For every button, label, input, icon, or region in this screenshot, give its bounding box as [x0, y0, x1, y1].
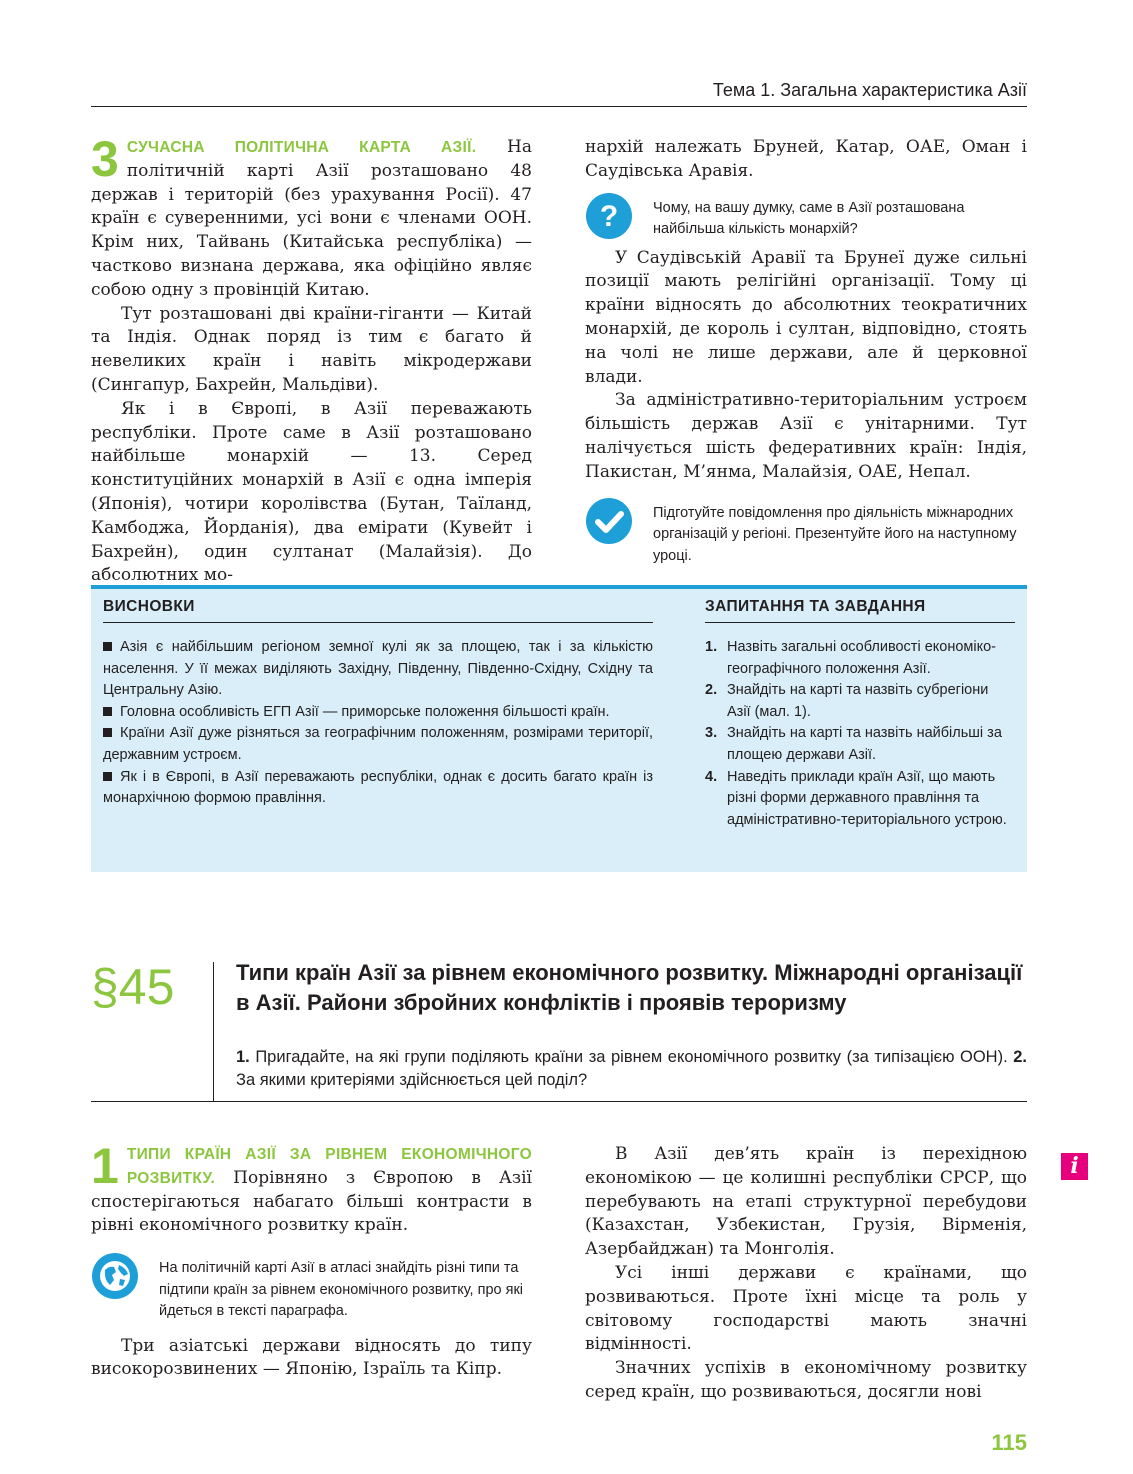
questions-panel — [705, 598, 1015, 831]
section-3-paragraph-4: нархій належать Бруней, Катар, ОАЕ, Оман і Саудівська Аравія. — [585, 137, 1027, 181]
subsection-1-paragraph-4: Усі інші держави є країнами, що розвиваються. Проте їхні місце та роль у світовому господарстві мають значні відмінності. — [585, 1262, 1027, 1355]
section-3-p1-text: На політичній карті Азії розташовано 48 держав і територій (без урахування Росії). 47 країн є суверенними, усі вони є членами ООН. Крім них, Тайвань (Китайська республіка) — частково визнана держава, яка офіційно являє собою одну з провінцій Китаю. — [91, 137, 532, 300]
section-number: §45 — [91, 959, 175, 1015]
atlas-note-text: На політичній карті Азії в атласі знайдіть різні типи та підтипи країн за рівнем економічного розвитку, про які йдеться в тексті параграфа. — [159, 1260, 524, 1320]
page-number: 115 — [991, 1430, 1027, 1455]
conclusions-panel — [103, 598, 653, 810]
section-3-number: 3 — [91, 131, 119, 187]
section-title: Типи країн Азії за рівнем економічного розвитку. Міжнародні організації в Азії. Райони збройних конфліктів і проявів тероризму — [236, 960, 1023, 1015]
section-3-right-column — [585, 136, 1027, 567]
questions-rule — [705, 622, 1015, 623]
section-3-paragraph-1 — [91, 131, 532, 303]
info-badge-icon: i — [1061, 1153, 1088, 1180]
question-note — [585, 198, 1027, 241]
bullet-square-icon — [103, 772, 112, 781]
summary-box-top-bar — [91, 585, 1027, 589]
question-item: 3. Знайдіть на карті та назвіть найбільші за площею держави Азії. — [705, 725, 1002, 763]
section-3-paragraph-2: Тут розташовані дві країни-гіганти — Китай та Індія. Однак поряд із тим є багато й невеликих країн і навіть мікродержави (Сингапур, Бахрейн, Мальдіви). — [91, 303, 532, 395]
questions-list — [705, 637, 1015, 831]
task-note-text: Підготуйте повідомлення про діяльність міжнародних організацій у регіоні. Презентуйте його на наступному уроці. — [653, 504, 1017, 564]
question-item: 2. Знайдіть на карті та назвіть субрегіони Азії (мал. 1). — [705, 682, 989, 720]
subsection-1-paragraph-3: В Азії дев’ять країн із перехідною економікою — це колишні республіки СРСР, що перебувають на етапі структурної перебудови (Казахстан, Узбекистан, Грузія, Вірменія, Азербайджан) та Монголія. — [585, 1144, 1027, 1260]
task-note — [585, 503, 1027, 568]
bullet-square-icon — [103, 728, 112, 737]
section-3-heading: СУЧАСНА ПОЛІТИЧНА КАРТА АЗІЇ. — [126, 139, 477, 156]
subsection-1-number: 1 — [91, 1138, 119, 1194]
section-3-left-column — [91, 131, 532, 588]
question-item: 1. Назвіть загальні особливості економіко-географічного положення Азії. — [705, 639, 996, 677]
atlas-note — [91, 1258, 532, 1323]
section-3-paragraph-5: У Саудівській Аравії та Брунеї дуже сильні позиції мають релігійні організації. Тому ці країни відносять до абсолютних теократичних монархій, де король і султан, відповідно, стоять на чолі не лише держави, але й церковної влади. — [585, 247, 1027, 387]
conclusion-item: Країни Азії дуже різняться за географічним положенням, розмірами території, державним устроєм. — [103, 725, 653, 763]
subsection-1-paragraph-1 — [91, 1138, 532, 1238]
conclusions-list — [103, 637, 653, 810]
bullet-square-icon — [103, 642, 112, 651]
questions-title: ЗАПИТАННЯ ТА ЗАВДАННЯ — [705, 598, 926, 615]
conclusion-item: Головна особливість ЕГП Азії — приморське положення більшості країн. — [103, 702, 653, 724]
svg-text:?: ? — [599, 199, 619, 233]
subsection-1-paragraph-5: Значних успіхів в економічному розвитку серед країн, що розвиваються, досягли нові — [585, 1358, 1027, 1402]
conclusions-rule — [103, 622, 653, 623]
header-rule — [91, 106, 1027, 107]
running-head: Тема 1. Загальна характеристика Азії — [712, 80, 1027, 100]
globe-icon — [91, 1252, 139, 1300]
conclusions-title: ВИСНОВКИ — [103, 598, 195, 615]
subsection-1-heading: ТИПИ КРАЇН АЗІЇ ЗА РІВНЕМ ЕКОНОМІЧНОГО РОЗВИТКУ. — [126, 1146, 532, 1187]
section-3-paragraph-6: За адміністративно-територіальним устроєм більшість держав Азії є унітарними. Тут налічується шість федеративних країн: Індія, Пакистан, М’янма, Малайзія, ОАЕ, Непал. — [585, 390, 1027, 482]
subsection-1-right-column — [585, 1143, 1027, 1405]
subsection-1-left-column — [91, 1138, 532, 1382]
question-item: 4. Наведіть приклади країн Азії, що мають різні форми державного правління та адміністративно-територіального устрою. — [705, 768, 1007, 828]
subsection-1-paragraph-2: Три азіатські держави відносять до типу високорозвинених — Японію, Ізраїль та Кіпр. — [91, 1335, 532, 1380]
section-divider — [213, 962, 214, 1102]
subsection-1-p1-text: Порівняно з Європою в Азії спостерігаються набагато більші контрасти в рівні економічного розвитку країн. — [91, 1167, 532, 1236]
section-header-rule — [91, 1101, 1027, 1102]
bullet-square-icon — [103, 707, 112, 716]
checkmark-icon — [585, 497, 633, 545]
section-3-paragraph-3: Як і в Європі, в Азії переважають республіки. Проте саме в Азії розташовано найбільше монархій — 13. Серед конституційних монархій в Азії є одна імперія (Японія), чотири королівства (Бутан, Таїланд, Камбоджа, Йорданія), два емірати (Кувейт і Бахрейн), один султанат (Малайзія). До абсолютних мо- — [91, 398, 532, 586]
question-note-text: Чому, на вашу думку, саме в Азії розташована найбільша кількість монархій? — [653, 199, 965, 238]
conclusion-item: Азія є найбільшим регіоном земної кулі як за площею, так і за кількістю населення. У її межах виділяють Західну, Південну, Південно-Східну, Східну та Центральну Азію. — [103, 639, 653, 699]
section-intro-questions: 1. Пригадайте, на які групи поділяють країни за рівнем економічного розвитку (за типізацією ООН). 2. За якими критеріями здійснюється цей поділ? — [236, 1048, 1027, 1089]
conclusion-item: Як і в Європі, в Азії переважають республіки, однак є досить багато країн із монархічною формою правління. — [103, 768, 653, 807]
question-icon — [585, 192, 633, 240]
